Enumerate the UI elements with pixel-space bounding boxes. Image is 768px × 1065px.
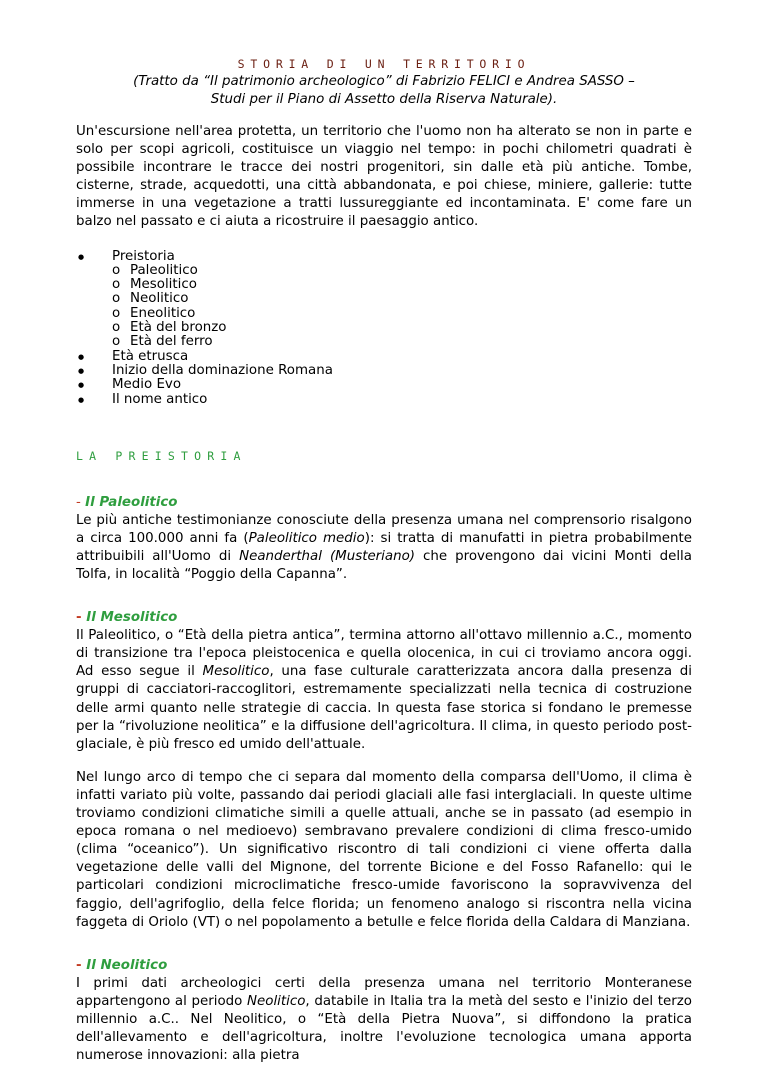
heading-dash: -	[76, 610, 87, 626]
paragraph-paleolitico: Le più antiche testimonianze conosciute della presenza umana nel comprensorio risalgono a circa 100.000 anni fa (Paleolitico medio): si tratta di manufatti in pietra probabilmente attribuibili all'Uomo di Neanderthal (Musteriano) che provengono dai vicini Monti della Tolfa, in località “Poggio della Capanna”.	[76, 512, 692, 583]
toc-item[interactable]: ● Il nome antico	[76, 393, 692, 407]
subtitle-line-2: Studi per il Piano di Assetto della Riserva Naturale).	[210, 92, 558, 107]
heading-text: Il Neolitico	[86, 957, 168, 973]
heading-paleolitico	[76, 494, 692, 512]
heading-dash: -	[76, 957, 87, 973]
subtitle-line-1: (Tratto da “Il patrimonio archeologico” di Fabrizio FELICI e Andrea SASSO –	[133, 74, 635, 89]
toc-item[interactable]: ● Medio Evo	[76, 378, 692, 392]
heading-text: Il Paleolitico	[85, 494, 178, 510]
heading-text: Il Mesolitico	[86, 610, 178, 626]
toc-item[interactable]: ● Inizio della dominazione Romana	[76, 364, 692, 378]
intro-paragraph: Un'escursione nell'area protetta, un territorio che l'uomo non ha alterato se non in parte e solo per scopi agricoli, costituisce un viaggio nel tempo: in pochi chilometri quadrati è possibile incontrare le tracce dei nostri progenitori, sin dalle età più antiche. Tombe, cisterne, strade, acquedotti, una città abbandonata, e poi chiese, miniere, gallerie: tutte immerse in una vegetazione a tratti lussureggiante ed incontaminata. E' come fare un balzo nel passato e ci aiuta a ricostruire il paesaggio antico.	[76, 124, 692, 230]
toc-subitem[interactable]: o Paleolitico	[112, 264, 692, 278]
toc-sublist	[112, 264, 692, 350]
document-subtitle	[76, 73, 692, 109]
toc-subitem[interactable]: o Età del ferro	[112, 335, 692, 349]
toc-subitem[interactable]: o Eneolitico	[112, 307, 692, 321]
toc-item-preistoria[interactable]	[76, 250, 692, 350]
toc-subitem[interactable]: o Neolitico	[112, 292, 692, 306]
heading-dash: -	[76, 494, 86, 510]
document-page	[76, 56, 692, 1065]
toc-item-label[interactable]: Preistoria	[112, 248, 175, 264]
heading-mesolitico	[76, 609, 692, 627]
section-title: LA PREISTORIA	[76, 448, 247, 463]
toc-item[interactable]: ● Età etrusca	[76, 350, 692, 364]
heading-neolitico	[76, 957, 692, 975]
document-title: STORIA DI UN TERRITORIO	[237, 57, 531, 71]
table-of-contents	[76, 250, 692, 407]
toc-subitem[interactable]: o Mesolitico	[112, 278, 692, 292]
paragraph-neolitico: I primi dati archeologici certi della presenza umana nel territorio Monteranese appartengono al periodo Neolitico, databile in Italia tra la metà del sesto e l'inizio del terzo millennio a.C.. Nel Neolitico, o “Età della Pietra Nuova”, si diffondono la pratica dell'allevamento e dell'agricoltura, inoltre l'evoluzione tecnologica umana apporta numerose innovazioni: alla pietra	[76, 975, 692, 1064]
paragraph-clima: Nel lungo arco di tempo che ci separa dal momento della comparsa dell'Uomo, il clima è infatti variato più volte, passando dai periodi glaciali alle fasi interglaciali. In queste ultime troviamo condizioni climatiche simili a quelle attuali, anche se in passato (ad esempio in epoca romana o nel medioevo) sembravano prevalere condizioni di clima fresco-umido (clima “oceanico”). Un significativo riscontro di tali condizioni ci viene offerta dalla vegetazione delle valli del Mignone, del torrente Bicione e del Fosso Rafanello: qui le particolari condizioni microclimatiche fresco-umide favoriscono la sopravvivenza del faggio, dell'agrifoglio, della felce florida; un fenomeno analogo si riscontra nella vicina faggeta di Oriolo (VT) o nel popolamento a betulle e felce florida della Caldara di Manziana.	[76, 769, 692, 930]
toc-subitem[interactable]: o Età del bronzo	[112, 321, 692, 335]
paragraph-mesolitico: Il Paleolitico, o “Età della pietra antica”, termina attorno all'ottavo millennio a.C., momento di transizione tra l'epoca pleistocenica e quella olocenica, in cui ci troviamo ancora oggi. Ad esso segue il Mesolitico, una fase culturale caratterizzata ancora dalla presenza di gruppi di cacciatori-raccoglitori, estremamente specializzati nella tecnica di costruzione delle armi quanto nelle strategie di caccia. In questa fase storica si fondano le premesse per la “rivoluzione neolitica” e la diffusione dell'agricoltura. Il clima, in questo periodo post-glaciale, è più fresco ed umido dell'attuale.	[76, 628, 693, 752]
